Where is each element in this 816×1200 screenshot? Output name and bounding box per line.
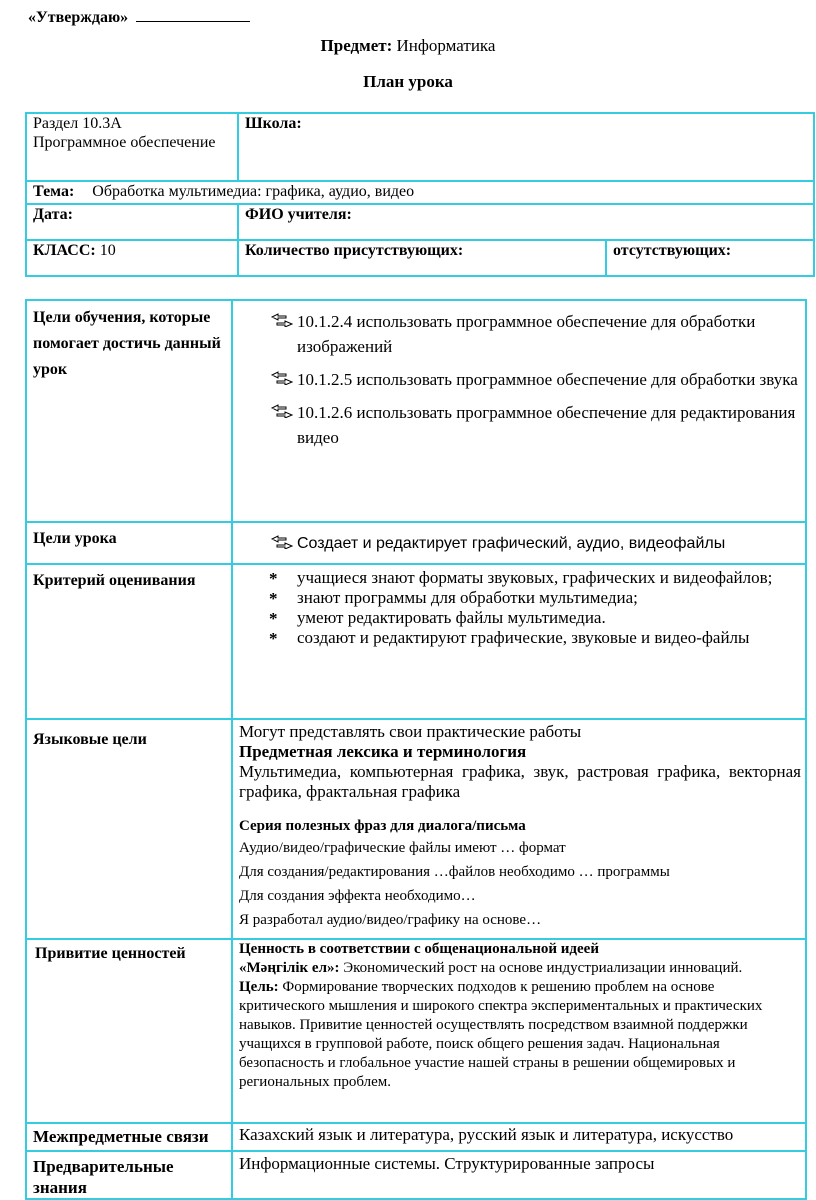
class-cell xyxy=(26,240,238,276)
subject-line xyxy=(0,36,816,56)
lesson-goal-item: Создает и редактирует графический, аудио, видеофайлы xyxy=(239,531,805,556)
lesson-goals-label: Цели урока xyxy=(26,522,232,564)
arrow-bullet-icon xyxy=(271,313,293,327)
arrow-bullet-icon xyxy=(271,535,293,549)
learning-goals-label: Цели обучения, которые помогает достичь данный урок xyxy=(26,300,232,522)
teacher-cell: ФИО учителя: xyxy=(238,204,814,240)
phrase-item: Я разработал аудио/видео/графику на основе… xyxy=(239,912,542,928)
language-goals-cell xyxy=(232,719,806,939)
learning-goal-item: 10.1.2.6 использовать программное обеспечение для редактирования видео xyxy=(239,400,805,450)
cross-subject-label: Межпредметные связи xyxy=(26,1123,232,1151)
subject-value: Информатика xyxy=(396,36,496,55)
prior-knowledge-cell: Информационные системы. Структурированные запросы xyxy=(232,1151,806,1199)
topic-label: Тема: xyxy=(33,183,75,200)
present-cell: Количество присутствующих: xyxy=(238,240,606,276)
section-cell xyxy=(26,113,238,181)
mangilik-text: Экономический рост на основе индустриализации инноваций. xyxy=(339,960,743,976)
values-goal-text: Формирование творческих подходов к решению проблем на основе критического мышления и широкого спектра экспериментальных и практических навыков. Привитие ценностей осуществлять посредством взаимной поддержки учащихся в групповой работе, поиск общего решения задач. Национальная безопасность и глобальное участие нашей страны в решении общемировых и региональных проблем. xyxy=(239,979,763,1090)
class-value: 10 xyxy=(99,242,116,259)
learning-goal-item: 10.1.2.5 использовать программное обеспечение для обработки звука xyxy=(239,367,805,392)
vocab-text: Мультимедиа, компьютерная графика, звук, растровая графика, векторная графика, фрактальная графика xyxy=(239,762,801,801)
criteria-cell xyxy=(232,564,806,719)
phrase-item: Для создания эффекта необходимо… xyxy=(239,888,476,904)
school-cell: Школа: xyxy=(238,113,814,181)
learning-goal-item: 10.1.2.4 использовать программное обеспечение для обработки изображений xyxy=(239,309,805,359)
date-cell: Дата: xyxy=(26,204,238,240)
lesson-goals-cell xyxy=(232,522,806,564)
mangilik-label: «Мәңгілік ел»: xyxy=(239,960,340,976)
learning-goals-cell xyxy=(232,300,806,522)
language-goals-label: Языковые цели xyxy=(26,719,232,939)
values-label: Привитие ценностей xyxy=(26,939,232,1123)
topic-value: Обработка мультимедиа: графика, аудио, видео xyxy=(92,183,415,200)
subject-label: Предмет: xyxy=(320,36,393,55)
info-table xyxy=(25,112,815,277)
cross-subject-cell: Казахский язык и литература, русский язык и литература, искусство xyxy=(232,1123,806,1151)
values-title: Ценность в соответствии с общенациональной идеей xyxy=(239,941,599,957)
criteria-item: * умеют редактировать файлы мультимедиа. xyxy=(269,608,606,628)
topic-cell xyxy=(26,181,814,204)
criteria-item: * учащиеся знают форматы звуковых, графических и видеофайлов; xyxy=(269,568,773,588)
phrase-item: Для создания/редактирования …файлов необходимо … программы xyxy=(239,864,670,880)
values-cell xyxy=(232,939,806,1123)
section-label: Раздел 10.3A xyxy=(33,115,122,132)
arrow-bullet-icon xyxy=(271,371,293,385)
phrases-title: Серия полезных фраз для диалога/письма xyxy=(239,818,526,834)
page-title: План урока xyxy=(363,72,453,91)
vocab-title: Предметная лексика и терминология xyxy=(239,742,527,761)
approval-line xyxy=(28,8,250,27)
values-goal-label: Цель: xyxy=(239,979,279,995)
phrase-item: Аудио/видео/графические файлы имеют … формат xyxy=(239,840,566,856)
signature-blank xyxy=(136,8,250,22)
criteria-item: * знают программы для обработки мультимедиа; xyxy=(269,588,638,608)
prior-knowledge-label: Предварительные знания xyxy=(26,1151,232,1199)
section-value: Программное обеспечение xyxy=(33,134,216,151)
class-label: КЛАСС: xyxy=(33,242,96,259)
criteria-item: * создают и редактируют графические, звуковые и видео-файлы xyxy=(269,628,750,648)
absent-cell: отсутствующих: xyxy=(606,240,814,276)
language-intro: Могут представлять свои практические работы xyxy=(239,722,582,741)
arrow-bullet-icon xyxy=(271,404,293,418)
criteria-label: Критерий оценивания xyxy=(26,564,232,719)
plan-table xyxy=(25,299,807,1200)
approve-label: «Утверждаю» xyxy=(28,9,129,26)
